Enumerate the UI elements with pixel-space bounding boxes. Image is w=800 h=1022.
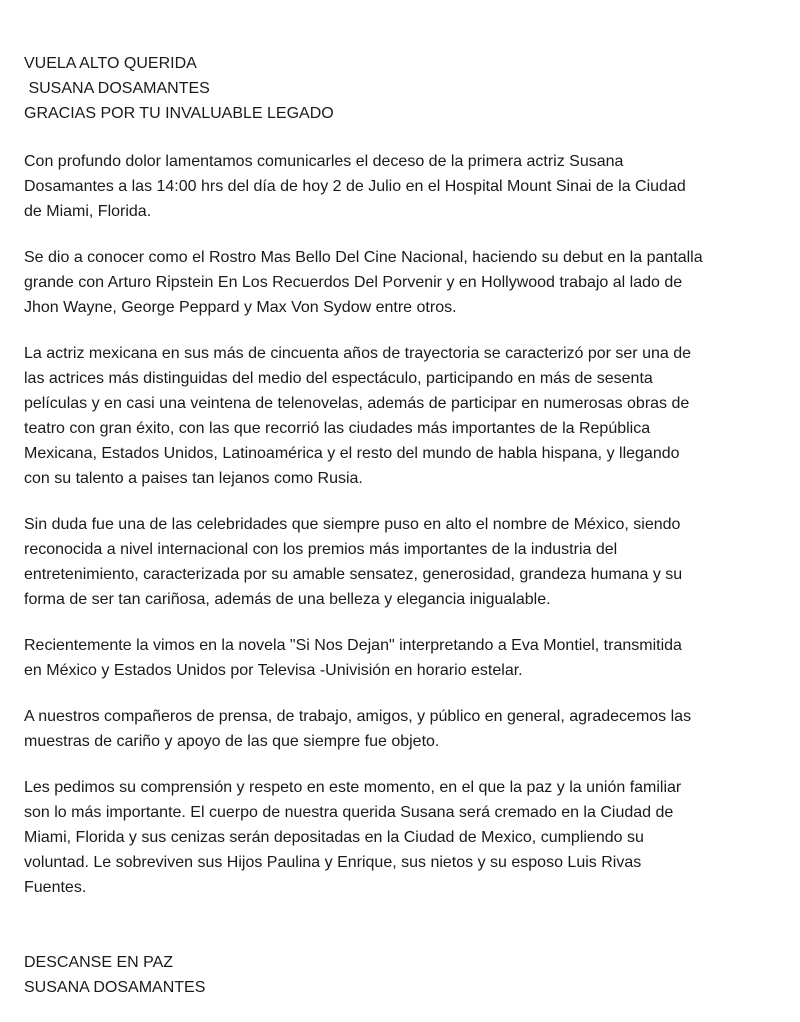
text-line: Mexicana, Estados Unidos, Latinoamérica y el resto del mundo de habla hispana, y llegando — [24, 445, 680, 462]
text-line: Se dio a conocer como el Rostro Mas Bello Del Cine Nacional, haciendo su debut en la pantalla — [24, 249, 703, 266]
text-line: Miami, Florida y sus cenizas serán depositadas en la Ciudad de Mexico, cumpliendo su — [24, 829, 644, 846]
heading-line-2: SUSANA DOSAMANTES — [24, 80, 210, 97]
text-line: Les pedimos su comprensión y respeto en este momento, en el que la paz y la unión familiar — [24, 779, 682, 796]
heading-line-1: VUELA ALTO QUERIDA — [24, 55, 197, 72]
text-line: Recientemente la vimos en la novela "Si Nos Dejan" interpretando a Eva Montiel, transmitida — [24, 637, 682, 654]
text-line: Sin duda fue una de las celebridades que siempre puso en alto el nombre de México, siendo — [24, 516, 681, 533]
text-line: voluntad. Le sobreviven sus Hijos Paulina y Enrique, sus nietos y su esposo Luis Rivas — [24, 854, 642, 871]
text-line: películas y en casi una veintena de telenovelas, además de participar en numerosas obras de — [24, 395, 690, 412]
text-line: las actrices más distinguidas del medio del espectáculo, participando en más de sesenta — [24, 370, 653, 387]
paragraph-trajectory — [24, 341, 776, 491]
text-line: Fuentes. — [24, 879, 87, 896]
text-line: de Miami, Florida. — [24, 203, 152, 220]
text-line: forma de ser tan cariñosa, además de una belleza y elegancia inigualable. — [24, 591, 551, 608]
document-heading — [24, 51, 776, 126]
text-line: en México y Estados Unidos por Televisa -Univisión en horario estelar. — [24, 662, 523, 679]
text-line: teatro con gran éxito, con las que recorrió las ciudades más importantes de la República — [24, 420, 651, 437]
text-line: Dosamantes a las 14:00 hrs del día de hoy 2 de Julio en el Hospital Mount Sinai de la Ciudad — [24, 178, 686, 195]
text-line: son lo más importante. El cuerpo de nuestra querida Susana será cremado en la Ciudad de — [24, 804, 674, 821]
paragraph-recent-work — [24, 633, 776, 683]
text-line: con su talento a paises tan lejanos como Rusia. — [24, 470, 363, 487]
paragraph-announcement — [24, 149, 776, 224]
heading-line-3: GRACIAS POR TU INVALUABLE LEGADO — [24, 105, 334, 122]
text-line: entretenimiento, caracterizada por su amable sensatez, generosidad, grandeza humana y su — [24, 566, 683, 583]
closing-line-2: SUSANA DOSAMANTES — [24, 979, 206, 996]
paragraph-request — [24, 775, 776, 900]
text-line: grande con Arturo Ripstein En Los Recuerdos Del Porvenir y en Hollywood trabajo al lado de — [24, 274, 683, 291]
closing-line-1: DESCANSE EN PAZ — [24, 954, 174, 971]
paragraph-career-debut — [24, 245, 776, 320]
text-line: muestras de cariño y apoyo de las que siempre fue objeto. — [24, 733, 440, 750]
paragraph-recognition — [24, 512, 776, 612]
document-closing — [24, 950, 776, 1000]
text-line: A nuestros compañeros de prensa, de trabajo, amigos, y público en general, agradecemos las — [24, 708, 692, 725]
text-line: Jhon Wayne, George Peppard y Max Von Sydow entre otros. — [24, 299, 457, 316]
document-body — [24, 51, 776, 1000]
paragraph-thanks — [24, 704, 776, 754]
text-line: La actriz mexicana en sus más de cincuenta años de trayectoria se caracterizó por ser una de — [24, 345, 692, 362]
text-line: Con profundo dolor lamentamos comunicarles el deceso de la primera actriz Susana — [24, 153, 624, 170]
text-line: reconocida a nivel internacional con los premios más importantes de la industria del — [24, 541, 618, 558]
